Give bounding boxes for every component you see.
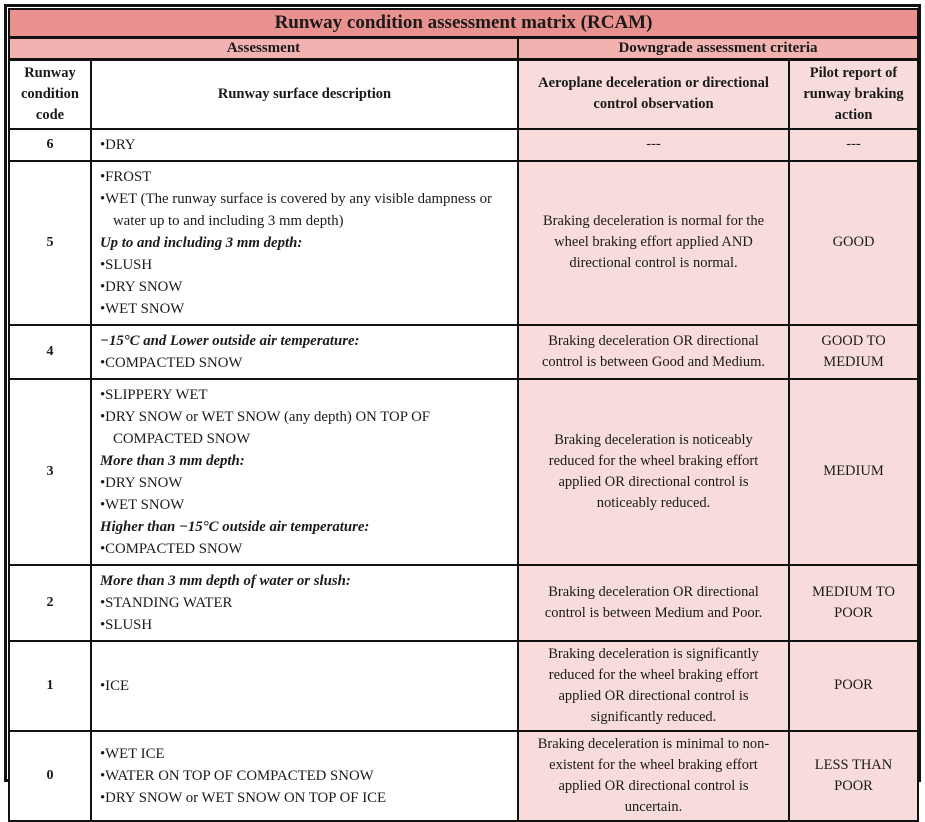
description-bullet-item: •COMPACTED SNOW [100, 540, 243, 557]
description-bullet-item: •STANDING WATER [100, 594, 233, 611]
description-condition-heading: Up to and including 3 mm depth: [100, 234, 303, 251]
deceleration-observation-cell: Braking deceleration is normal for the wheel braking effort applied AND directional control is normal. [518, 161, 789, 325]
description-bullet-item: •DRY SNOW [100, 278, 183, 295]
description-bullet-item: •ICE [100, 677, 130, 694]
column-header-pilot-report: Pilot report of runway braking action [789, 59, 918, 129]
description-bullet-item: •DRY [100, 136, 136, 153]
pilot-report-cell: --- [789, 129, 918, 161]
runway-condition-code-value: 5 [9, 161, 91, 325]
group-header-row [9, 37, 918, 59]
table-title: Runway condition assessment matrix (RCAM) [9, 9, 918, 37]
description-bullet-item: •FROST [100, 168, 152, 185]
table-row-code-5 [9, 161, 918, 325]
description-bullet-item: •DRY SNOW or WET SNOW ON TOP OF ICE [100, 789, 387, 806]
runway-condition-code-value: 0 [9, 731, 91, 821]
description-bullet-item: •WET (The runway surface is covered by any visible dampness or water up to and including 3 mm depth) [100, 190, 492, 229]
runway-condition-code-value: 6 [9, 129, 91, 161]
description-bullet-item: •DRY SNOW or WET SNOW (any depth) ON TOP OF COMPACTED SNOW [100, 408, 431, 447]
runway-condition-code-value: 1 [9, 641, 91, 731]
description-condition-heading: More than 3 mm depth: [100, 452, 245, 469]
description-bullet-item: •COMPACTED SNOW [100, 354, 243, 371]
description-bullet-item: •SLUSH [100, 256, 153, 273]
table-row-code-0 [9, 731, 918, 821]
runway-surface-description-cell [91, 731, 518, 821]
description-condition-heading: Higher than −15°C outside air temperature: [100, 518, 370, 535]
pilot-report-cell: MEDIUM [789, 379, 918, 565]
runway-surface-description-cell [91, 565, 518, 641]
description-bullet-item: •WATER ON TOP OF COMPACTED SNOW [100, 767, 374, 784]
runway-condition-code-value: 2 [9, 565, 91, 641]
column-header-deceleration-observation: Aeroplane deceleration or directional control observation [518, 59, 789, 129]
runway-surface-description-cell [91, 161, 518, 325]
runway-surface-description-cell [91, 641, 518, 731]
table-row-code-2 [9, 565, 918, 641]
description-bullet-item: •SLUSH [100, 616, 153, 633]
runway-surface-description-cell [91, 325, 518, 379]
column-header-row [9, 59, 918, 129]
table-row-code-3 [9, 379, 918, 565]
description-bullet-item: •WET ICE [100, 745, 165, 762]
runway-condition-code-value: 3 [9, 379, 91, 565]
description-bullet-item: •WET SNOW [100, 496, 185, 513]
runway-surface-description-cell [91, 129, 518, 161]
rcam-table [8, 8, 919, 822]
column-header-runway-surface-description: Runway surface description [91, 59, 518, 129]
deceleration-observation-cell: Braking deceleration is minimal to non- existent for the wheel braking effort applied OR directional control is uncertain. [518, 731, 789, 821]
description-bullet-item: •SLIPPERY WET [100, 386, 208, 403]
deceleration-observation-cell: Braking deceleration is noticeably reduced for the wheel braking effort applied OR directional control is noticeably reduced. [518, 379, 789, 565]
description-bullet-item: •DRY SNOW [100, 474, 183, 491]
pilot-report-cell: LESS THAN POOR [789, 731, 918, 821]
description-bullet-item: •WET SNOW [100, 300, 185, 317]
description-condition-heading: More than 3 mm depth of water or slush: [100, 572, 351, 589]
title-row [9, 9, 918, 37]
deceleration-observation-cell: --- [518, 129, 789, 161]
table-row-code-1 [9, 641, 918, 731]
deceleration-observation-cell: Braking deceleration is significantly reduced for the wheel braking effort applied OR directional control is significantly reduced. [518, 641, 789, 731]
rcam-table-frame [4, 4, 921, 815]
pilot-report-cell: MEDIUM TO POOR [789, 565, 918, 641]
deceleration-observation-cell: Braking deceleration OR directional control is between Good and Medium. [518, 325, 789, 379]
deceleration-observation-cell: Braking deceleration OR directional control is between Medium and Poor. [518, 565, 789, 641]
group-header-assessment: Assessment [9, 37, 518, 59]
table-row-code-4 [9, 325, 918, 379]
group-header-downgrade-criteria: Downgrade assessment criteria [518, 37, 918, 59]
description-condition-heading: −15°C and Lower outside air temperature: [100, 332, 360, 349]
runway-surface-description-cell [91, 379, 518, 565]
pilot-report-cell: POOR [789, 641, 918, 731]
column-header-runway-condition-code: Runway condition code [9, 59, 91, 129]
table-row-code-6 [9, 129, 918, 161]
pilot-report-cell: GOOD [789, 161, 918, 325]
pilot-report-cell: GOOD TO MEDIUM [789, 325, 918, 379]
runway-condition-code-value: 4 [9, 325, 91, 379]
